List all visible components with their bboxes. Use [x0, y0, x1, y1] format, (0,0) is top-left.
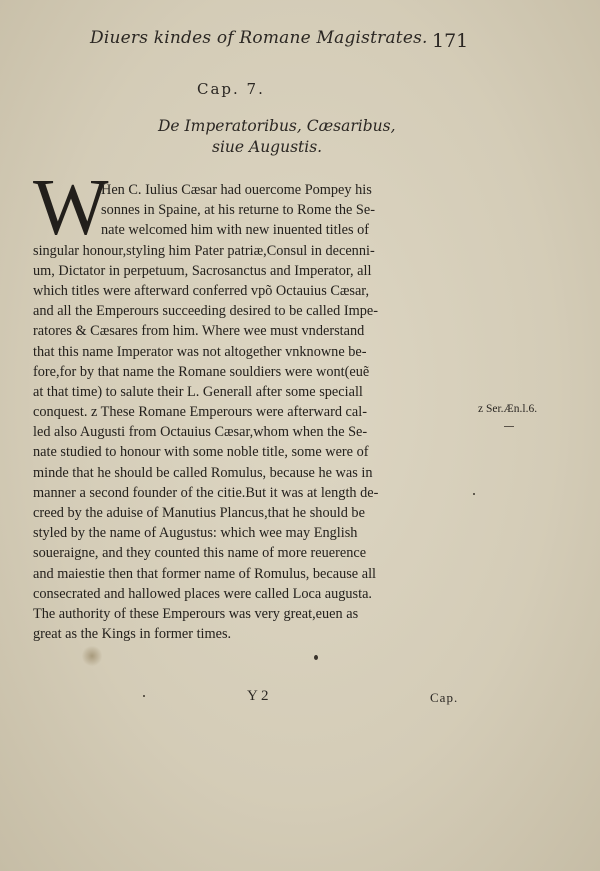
- body-line: fore,for by that name the Romane souldiers were wont(euẽ: [33, 363, 370, 380]
- margin-rule: [504, 426, 514, 427]
- body-line: and all the Emperours succeeding desired to be called Impe-: [33, 303, 378, 320]
- body-line: The authority of these Emperours was very great,euen as: [33, 605, 359, 622]
- body-line: and maiestie then that former name of Romulus, because all: [33, 565, 377, 582]
- margin-note: z Ser.Æn.l.6.: [478, 403, 538, 415]
- body-line: manner a second founder of the citie.But it was at length de-: [33, 484, 379, 501]
- catchword: Cap.: [430, 690, 459, 705]
- ink-speck: [314, 655, 318, 660]
- paper-stain: [82, 645, 102, 667]
- ink-speck: [473, 493, 475, 495]
- body-line: great as the Kings in former times.: [33, 626, 232, 643]
- body-line: um, Dictator in perpetuum, Sacrosanctus and Imperator, all: [33, 262, 372, 279]
- body-line: nate welcomed him with new inuented titles of: [101, 222, 369, 239]
- chapter-title-line-2: siue Augustis.: [212, 138, 323, 156]
- body-line: which titles were afterward conferred vpõ Octauius Cæsar,: [33, 282, 370, 299]
- body-line: ratores & Cæsares from him. Where wee must vnderstand: [33, 323, 365, 340]
- body-line: minde that he should be called Romulus, because he was in: [33, 464, 373, 481]
- running-head: Diuers kindes of Romane Magistrates.: [90, 28, 428, 48]
- body-line: singular honour,styling him Pater patriæ,Consul in decenni-: [33, 242, 375, 259]
- body-line: at that time) to salute their L. Generall after some speciall: [33, 383, 363, 400]
- body-line: conquest. z These Romane Emperours were afterward cal-: [33, 404, 367, 421]
- body-line: led also Augusti from Octauius Cæsar,whom when the Se-: [33, 424, 368, 441]
- body-line: nate studied to honour with some noble title, some were of: [33, 444, 369, 461]
- drop-cap-initial: W: [33, 164, 109, 252]
- body-text: [33, 180, 473, 644]
- body-line: styled by the name of Augustus: which wee may English: [33, 525, 358, 542]
- ink-speck: [143, 695, 145, 697]
- body-line: consecrated and hallowed places were called Loca augusta.: [33, 585, 372, 602]
- body-line: that this name Imperator was not altogether vnknowne be-: [33, 343, 367, 360]
- body-line: creed by the aduise of Manutius Plancus,that he should be: [33, 505, 365, 521]
- body-line: soueraigne, and they counted this name of more reuerence: [33, 545, 367, 562]
- body-line: sonnes in Spaine, at his returne to Rome the Se-: [101, 202, 375, 219]
- chapter-heading: Cap. 7.: [197, 80, 265, 98]
- signature-mark: Y 2: [247, 688, 269, 704]
- body-line: Hen C. Iulius Cæsar had ouercome Pompey his: [101, 182, 372, 198]
- page-number: 171: [432, 30, 469, 52]
- chapter-title-line-1: De Imperatoribus, Cæsaribus,: [158, 117, 396, 135]
